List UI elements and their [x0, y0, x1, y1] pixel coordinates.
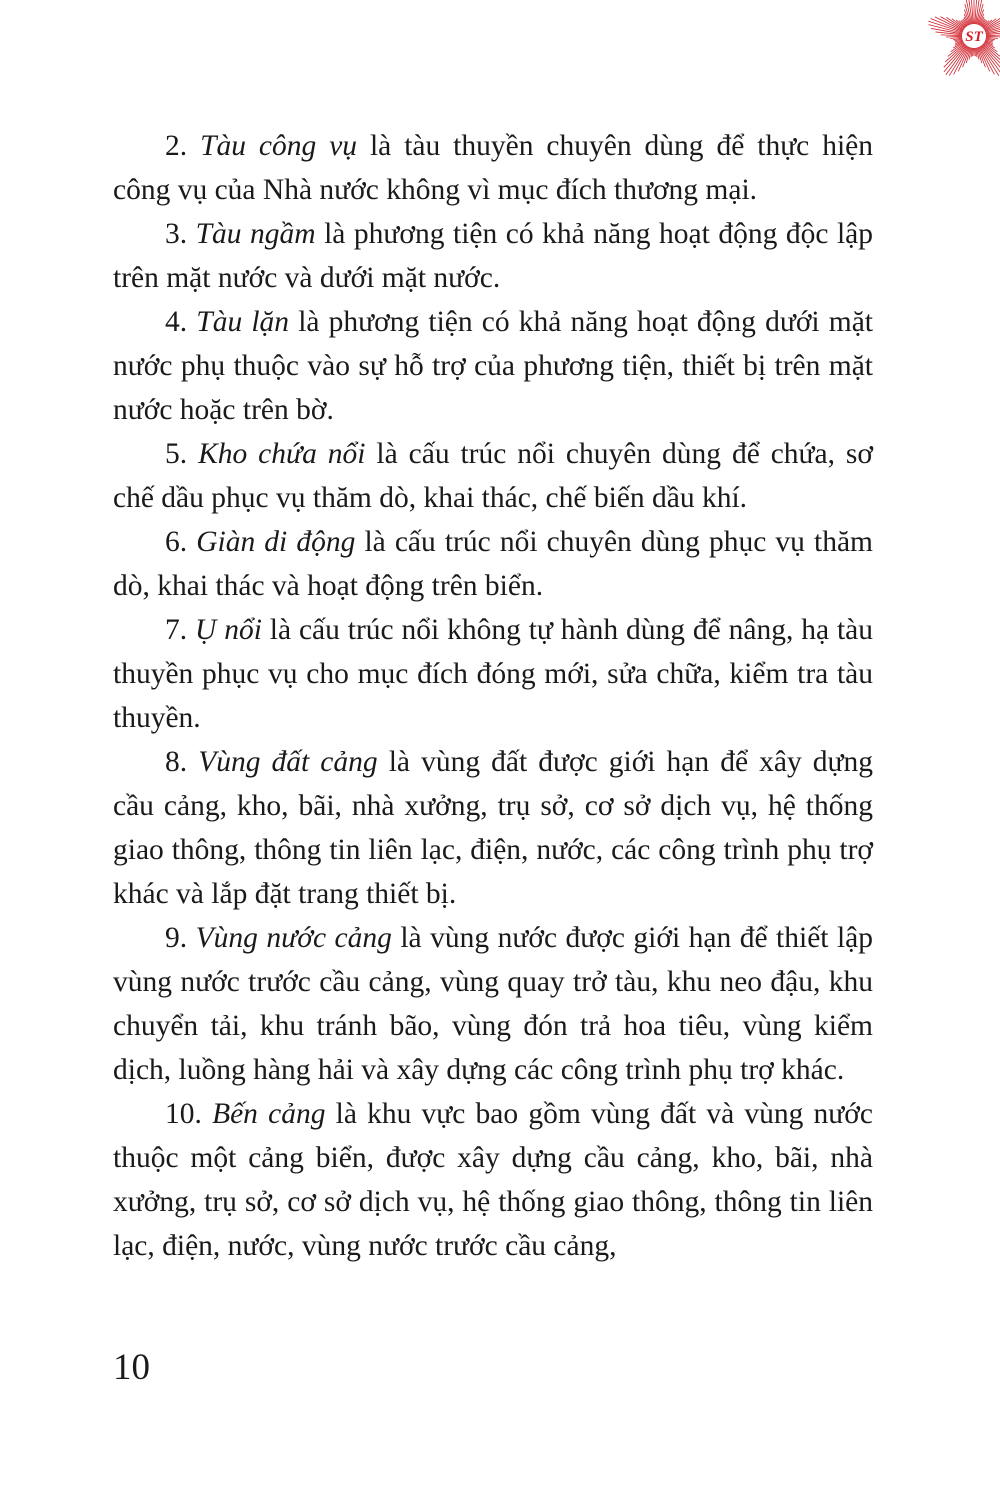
paragraph-term: Ụ nổi [195, 614, 262, 646]
paragraph [113, 1092, 873, 1268]
paragraph-text: là vùng nước được giới hạn để thiết lập vùng nước trước cầu cảng, vùng quay trở tàu, khu neo đậu, khu chuyển tải, khu tránh bão, vùng đón trả hoa tiêu, vùng kiểm dịch, luồng hàng hải và xây dựng các công trình phụ trợ khác. [113, 922, 874, 1086]
paragraph [113, 520, 873, 608]
paragraph-term: Tàu lặn [196, 306, 290, 338]
paragraph-text: là cấu trúc nổi chuyên dùng phục vụ thăm dò, khai thác và hoạt động trên biển. [113, 526, 873, 602]
paragraph [113, 300, 873, 432]
text-block [113, 124, 873, 1268]
paragraph [113, 124, 873, 212]
paragraph-text: là phương tiện có khả năng hoạt động độc lập trên mặt nước và dưới mặt nước. [113, 218, 873, 294]
paragraph-number: 2. [165, 130, 188, 162]
paragraph-text: là khu vực bao gồm vùng đất và vùng nước thuộc một cảng biển, được xây dựng cầu cảng, kho, bãi, nhà xưởng, trụ sở, cơ sở dịch vụ, hệ thống giao thông, thông tin liên lạc, điện, nước, vùng nước trước cầu cảng, [113, 1098, 873, 1262]
paragraph-term: Kho chứa nổi [198, 438, 366, 470]
paragraph-term: Vùng nước cảng [195, 922, 392, 954]
paragraph-number: 7. [165, 614, 188, 646]
paragraph-number: 10. [165, 1098, 202, 1130]
paragraph [113, 740, 873, 916]
paragraph [113, 212, 873, 300]
paragraph-number: 6. [165, 526, 188, 558]
paragraph-term: Tàu ngầm [195, 218, 316, 250]
paragraph-text: là cấu trúc nổi không tự hành dùng để nâng, hạ tàu thuyền phục vụ cho mục đích đóng mới, sửa chữa, kiểm tra tàu thuyền. [113, 614, 874, 734]
paragraph [113, 608, 873, 740]
paragraph [113, 432, 873, 520]
paragraph-text: là tàu thuyền chuyên dùng để thực hiện công vụ của Nhà nước không vì mục đích thương mại. [113, 130, 873, 206]
paragraph [113, 916, 873, 1092]
paragraph-text: là cấu trúc nổi chuyên dùng để chứa, sơ chế dầu phục vụ thăm dò, khai thác, chế biến dầu khí. [113, 438, 874, 514]
paragraph-text: là phương tiện có khả năng hoạt động dưới mặt nước phụ thuộc vào sự hỗ trợ của phương tiện, thiết bị trên mặt nước hoặc trên bờ. [113, 306, 873, 426]
paragraph-term: Vùng đất cảng [198, 746, 378, 778]
paragraph-number: 3. [165, 218, 188, 250]
paragraph-term: Tàu công vụ [200, 130, 358, 162]
paragraph-number: 4. [165, 306, 188, 338]
paragraph-number: 5. [165, 438, 188, 470]
publisher-logo [924, 0, 1000, 86]
paragraph-number: 8. [165, 746, 188, 778]
starburst-logo-icon [924, 0, 1000, 86]
paragraph-term: Giàn di động [196, 526, 356, 558]
paragraph-number: 9. [165, 922, 188, 954]
paragraph-text: là vùng đất được giới hạn để xây dựng cầu cảng, kho, bãi, nhà xưởng, trụ sở, cơ sở dịch vụ, hệ thống giao thông, thông tin liên lạc, điện, nước, các công trình phụ trợ khác và lắp đặt trang thiết bị. [113, 746, 874, 910]
paragraph-term: Bến cảng [212, 1098, 326, 1130]
page-number: 10 [113, 1347, 150, 1388]
logo-monogram: ST [965, 29, 983, 45]
